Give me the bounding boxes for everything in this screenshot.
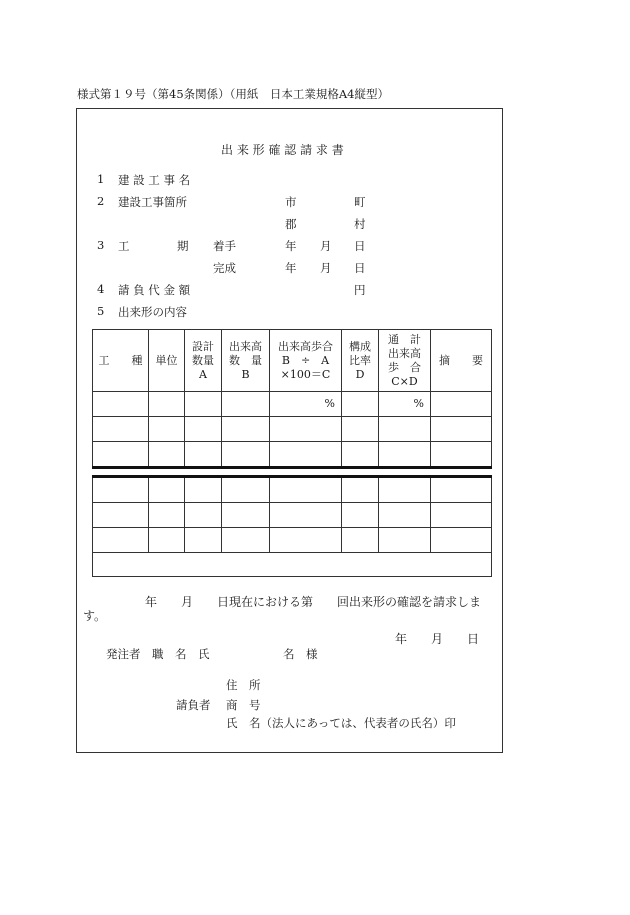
orderer-label: 発注者 bbox=[106, 647, 141, 661]
header-composition-ratio: 構成 比率 D bbox=[342, 330, 379, 392]
item-4-number: 4 bbox=[97, 282, 105, 296]
item-1-label: 建 設 工 事 名 bbox=[118, 173, 191, 187]
item-1-number: 1 bbox=[97, 172, 105, 186]
table-row bbox=[93, 528, 492, 553]
item-4-label: 請 負 代 金 額 bbox=[118, 283, 191, 297]
header-completion-rate: 出来高歩合 B ÷ A ×100＝C bbox=[270, 330, 342, 392]
town-label: 町 bbox=[354, 195, 366, 209]
contractor-company-label: 商 号 bbox=[226, 698, 261, 712]
contractor-label: 請負者 bbox=[176, 698, 211, 712]
form-title: 出 来 形 確 認 請 求 書 bbox=[221, 143, 344, 157]
header-completed-quantity: 出来高 数 量 B bbox=[222, 330, 270, 392]
table-row bbox=[93, 442, 492, 468]
start-day: 日 bbox=[354, 239, 366, 253]
start-year: 年 bbox=[285, 239, 297, 253]
item-3-number: 3 bbox=[97, 238, 105, 252]
table-row bbox=[93, 392, 492, 417]
contractor-address-label: 住 所 bbox=[226, 678, 261, 692]
header-work-type: 工 種 bbox=[93, 330, 149, 392]
table-header-row bbox=[93, 330, 492, 392]
table-row bbox=[93, 417, 492, 442]
table-total-row bbox=[93, 553, 492, 577]
table-row bbox=[93, 503, 492, 528]
orderer-name-suffix: 名 様 bbox=[283, 647, 318, 661]
city-label: 市 bbox=[285, 195, 297, 209]
orderer-title: 職 名 氏 bbox=[152, 647, 210, 661]
form-header-label: 様式第１９号（第45条関係）（用紙 日本工業規格A4縦型） bbox=[77, 87, 390, 101]
header-remarks: 摘 要 bbox=[431, 330, 492, 392]
request-date: 年 月 日 bbox=[395, 632, 480, 646]
item-2-number: 2 bbox=[97, 194, 105, 208]
yen-label: 円 bbox=[354, 283, 366, 297]
item-5-number: 5 bbox=[97, 304, 105, 318]
end-month: 月 bbox=[320, 261, 332, 275]
contractor-name-label: 氏 名（法人にあっては、代表者の氏名）印 bbox=[226, 716, 456, 730]
header-total-completion-rate: 通 計 出来高 歩 合 C×D bbox=[379, 330, 431, 392]
percent-cell: % bbox=[379, 392, 431, 417]
village-label: 村 bbox=[354, 217, 366, 231]
work-table bbox=[92, 329, 492, 577]
end-label: 完成 bbox=[213, 261, 236, 275]
end-year: 年 bbox=[285, 261, 297, 275]
item-2-label: 建設工事箇所 bbox=[118, 195, 187, 209]
item-3-label-a: 工 bbox=[118, 239, 130, 253]
start-month: 月 bbox=[320, 239, 332, 253]
table-row bbox=[93, 477, 492, 503]
table-break-lines bbox=[93, 468, 492, 477]
request-sentence: 年 月 日現在における第 回出来形の確認を請求しま bbox=[145, 595, 482, 609]
header-design-quantity: 設計 数量 A bbox=[185, 330, 222, 392]
county-label: 郡 bbox=[285, 217, 297, 231]
percent-cell: % bbox=[270, 392, 342, 417]
end-day: 日 bbox=[354, 261, 366, 275]
start-label: 着手 bbox=[213, 239, 236, 253]
request-sentence-end: す。 bbox=[83, 609, 107, 623]
header-unit: 単位 bbox=[149, 330, 185, 392]
item-5-label: 出来形の内容 bbox=[118, 305, 187, 319]
item-3-label-b: 期 bbox=[177, 239, 189, 253]
